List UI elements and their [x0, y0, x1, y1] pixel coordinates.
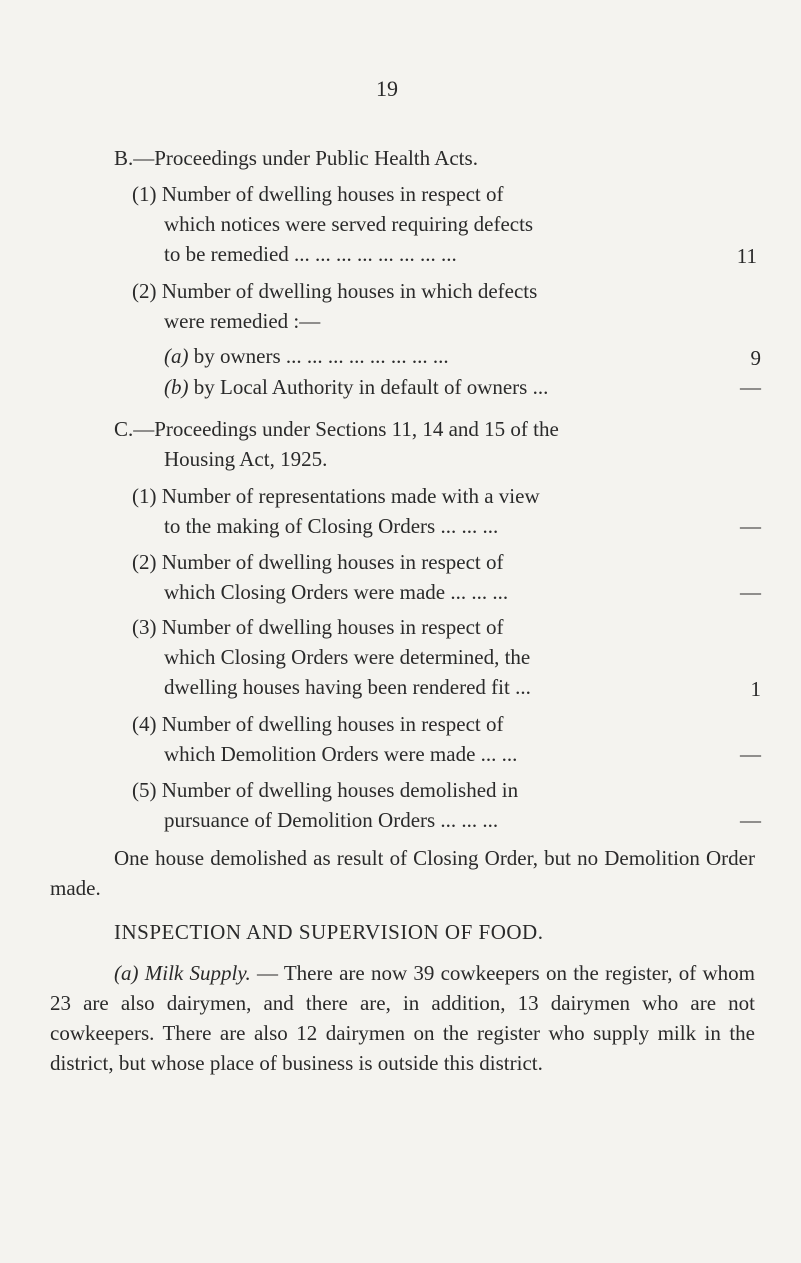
b-item-2-line-2: were remedied :— [164, 309, 321, 333]
b-sub-item-b [164, 375, 548, 400]
b-item-1-line-1: (1) Number of dwelling houses in respect of [132, 182, 504, 206]
page-number: 19 [376, 76, 398, 101]
c-item-4-line-1: (4) Number of dwelling houses in respect of [132, 712, 504, 736]
section-c-heading-line-2: Housing Act, 1925. [164, 447, 328, 471]
c-item-5-line-2: pursuance of Demolition Orders ... ... ... [164, 808, 499, 832]
c-item-3-line-3: dwelling houses having been rendered fit ... [164, 675, 531, 699]
c-item-2-line-2: which Closing Orders were made ... ... ... [164, 580, 509, 604]
section-b-heading: B.—Proceedings under Public Health Acts. [114, 146, 478, 170]
b-sub-item-a-value: 9 [750, 346, 761, 370]
c-item-1-line-1: (1) Number of representations made with a view [132, 484, 540, 508]
c-item-2-line-1: (2) Number of dwelling houses in respect of [132, 550, 504, 574]
c-item-3-line-1: (3) Number of dwelling houses in respect of [132, 615, 504, 639]
c-item-5-value: — [740, 808, 761, 832]
section-c-note: One house demolished as result of Closing Order, but no Demolition Order made. [50, 846, 755, 900]
c-item-3-value: 1 [750, 677, 761, 701]
b-item-1-value: 11 [736, 244, 757, 268]
c-item-3-line-2: which Closing Orders were determined, the [164, 645, 531, 669]
milk-supply-label: (a) [114, 961, 139, 985]
c-item-1-line-2: to the making of Closing Orders ... ... ... [164, 514, 499, 538]
b-sub-item-b-value: — [740, 375, 761, 399]
b-sub-item-a-label: (a) [164, 344, 189, 368]
b-sub-item-b-text: by Local Authority in default of owners ... [188, 375, 549, 399]
b-sub-item-a [164, 344, 449, 369]
milk-supply-title: Milk Supply. [144, 961, 251, 985]
b-item-1-line-3: to be remedied ... ... ... ... ... ... ... ... [164, 242, 457, 266]
b-item-2-line-1: (2) Number of dwelling houses in which defects [132, 279, 538, 303]
food-heading: INSPECTION AND SUPERVISION OF FOOD. [114, 920, 544, 944]
c-item-4-value: — [740, 742, 761, 766]
c-item-5-line-1: (5) Number of dwelling houses demolished in [132, 778, 519, 802]
section-c-heading-line-1: C.—Proceedings under Sections 11, 14 and 15 of the [114, 417, 559, 441]
milk-supply-text: — There are now 39 cowkeepers on the register, of whom 23 are also dairymen, and there are, in addition, 13 dairymen who are not cowkeepers. There are also 12 dairymen on the register who supply milk in the district, but whose place of business is outside this district. [50, 961, 755, 1075]
c-item-2-value: — [740, 580, 761, 604]
b-item-1-line-2: which notices were served requiring defects [164, 212, 534, 236]
b-sub-item-a-text: by owners ... ... ... ... ... ... ... ... [188, 344, 449, 368]
milk-supply-paragraph [50, 958, 755, 1078]
b-sub-item-b-label: (b) [164, 375, 189, 399]
c-item-4-line-2: which Demolition Orders were made ... ... [164, 742, 518, 766]
c-item-1-value: — [740, 514, 761, 538]
